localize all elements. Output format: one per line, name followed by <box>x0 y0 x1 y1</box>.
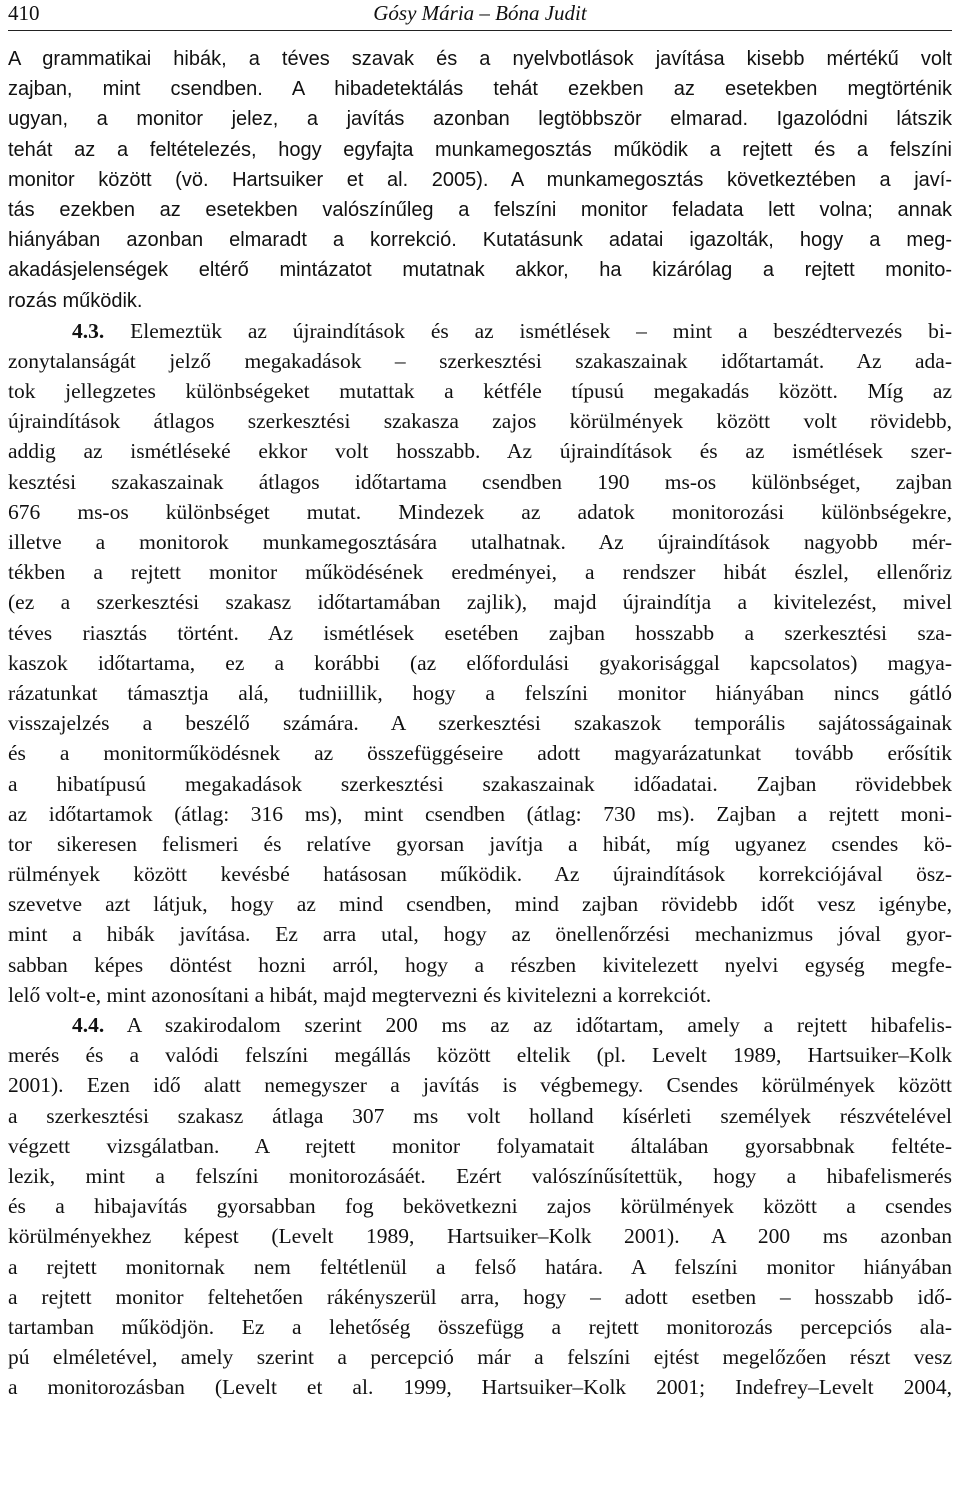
text-line-content: monitor között (vö. Hartsuiker et al. 2005). A munkamegosztás következtében a javí- <box>8 168 952 191</box>
text-line <box>8 1131 952 1161</box>
text-line <box>8 1161 952 1191</box>
text-line-content: tartamban működjön. Ez a lehetőség összefügg a rejtett monitorozás percepciós ala- <box>8 1314 952 1339</box>
text-line-content: és a monitorműködésnek az összefüggéseire adott magyarázatunkat tovább erősítik <box>8 741 952 766</box>
text-line <box>8 829 952 859</box>
text-line <box>8 346 952 376</box>
text-line-content: a rejtett monitornak nem feltétlenül a felső határa. A felszíni monitor hiányában <box>8 1254 952 1279</box>
text-line-content: illetve a monitorok munkamegosztására utalhatnak. Az újraindítások nagyobb mér- <box>8 530 952 554</box>
text-line <box>8 406 952 436</box>
body-text <box>8 44 952 1402</box>
text-line-content: a rejtett monitor feltehetően rákényszerül arra, hogy – adott esetben – hosszabb idő- <box>8 1284 952 1309</box>
text-line <box>8 1372 952 1402</box>
text-line-content: újraindítások átlagos szerkesztési szakasza zajos körülmények között volt rövidebb, <box>8 409 952 434</box>
text-line-content: lelő volt-e, mint azonosítani a hibát, majd megtervezni és kivitelezni a korrekciót. <box>8 982 712 1007</box>
text-line <box>8 467 952 497</box>
running-head: Gósy Mária – Bóna Judit <box>373 1 587 25</box>
text-line-content: A szakirodalom szerint 200 ms az az időtartam, amely a rejtett hibafelis- <box>104 1013 952 1037</box>
text-line <box>8 678 952 708</box>
text-line <box>8 74 952 104</box>
text-line <box>8 889 952 919</box>
text-line-content: téves riasztás történt. Az ismétlések esetében zajban hosszabb a szerkesztési sza- <box>8 620 952 645</box>
text-line-content: az időtartamok (átlag: 316 ms), mint csendben (átlag: 730 ms). Zajban a rejtett moni- <box>8 801 952 826</box>
text-line <box>8 165 952 195</box>
text-line <box>8 104 952 134</box>
text-line-content: ugyan, a monitor jelez, a javítás azonban legtöbbször elmarad. Igazolódni látszik <box>8 108 952 131</box>
text-line <box>8 1101 952 1131</box>
text-line <box>8 527 952 557</box>
text-line <box>8 1342 952 1372</box>
section-number: 4.4. <box>72 1013 105 1037</box>
text-line <box>8 376 952 406</box>
text-line <box>8 769 952 799</box>
text-line <box>8 1252 952 1282</box>
text-line <box>8 799 952 829</box>
text-line <box>8 1010 952 1040</box>
text-line-content: kaszok időtartama, ez a korábbi (az előfordulási gyakorisággal kapcsolatos) magya- <box>8 650 952 675</box>
text-line-content: rülmények között kevésbé hatásosan működik. Az újraindítások korrekciójával ösz- <box>8 862 952 887</box>
text-line-content: visszajelzés a beszélő számára. A szerkesztési szakaszok temporális sajátosságainak <box>8 711 952 736</box>
text-line-content: tehát az a feltételezés, hogy egyfajta munkamegosztás működik a rejtett és a felszíni <box>8 138 952 161</box>
text-line <box>8 980 952 1010</box>
text-line <box>8 587 952 617</box>
text-line-content: sabban képes döntést hozni arról, hogy a részben kivitelezett nyelvi egység megfe- <box>8 952 952 977</box>
text-line <box>8 950 952 980</box>
text-line-content: 676 ms-os különbséget mutat. Mindezek az adatok monitorozási különbségekre, <box>8 499 952 524</box>
text-line-content: zonytalanságát jelző megakadások – szerkesztési szakaszainak időtartamát. Az ada- <box>8 348 952 373</box>
text-line-content: tékben a rejtett monitor működésének eredményei, a rendszer hibát észlel, ellenőriz <box>8 560 952 585</box>
text-line-content: és a hibajavítás gyorsabban fog bekövetkezni zajos körülmények között a csendes <box>8 1194 952 1219</box>
text-line-content: merés és a valódi felszíni megállás között eltelik (pl. Levelt 1989, Hartsuiker–Kolk <box>8 1043 952 1068</box>
text-line <box>8 225 952 255</box>
text-line-content: pú elméletével, amely szerint a percepció már a felszíni ejtést megelőzően részt vesz <box>8 1345 952 1370</box>
text-line-content: (ez a szerkesztési szakasz időtartamában zajlik), majd újraindítja a kivitelezést, mivel <box>8 590 952 615</box>
text-line-content: zajban, mint csendben. A hibadetektálás tehát ezekben az esetekben megtörténik <box>8 78 952 101</box>
text-line-content: végzett vizsgálatban. A rejtett monitor folyamatait általában gyorsabbnak feltéte- <box>8 1133 952 1158</box>
text-line-content: körülményekhez képest (Levelt 1989, Hartsuiker–Kolk 2001). A 200 ms azonban <box>8 1224 952 1249</box>
text-line <box>8 919 952 949</box>
text-line-content: tok jellegzetes különbségeket mutattak a kétféle típusú megakadás között. Míg az <box>8 379 952 404</box>
text-line-content: lezik, mint a felszíni monitorozásáét. Ezért valószínűsítettük, hogy a hibafelismerés <box>8 1163 952 1188</box>
text-line-content: mint a hibák javítása. Ez arra utal, hogy az önellenőrzési mechanizmus jóval gyor- <box>8 922 952 947</box>
text-line <box>8 255 952 285</box>
section-number: 4.3. <box>72 318 105 343</box>
text-line <box>8 738 952 768</box>
text-line-content: szevetve azt látjuk, hogy az mind csendben, mind zajban rövidebb időt vesz igénybe, <box>8 892 952 917</box>
text-line <box>8 497 952 527</box>
text-line-content: tor sikeresen felismeri és relatíve gyorsan javítja a hibát, míg ugyanez csendes kö- <box>8 831 952 856</box>
text-line-content: a szerkesztési szakasz átlaga 307 ms volt holland kísérleti személyek részvételével <box>8 1103 952 1128</box>
text-line <box>8 1282 952 1312</box>
text-line <box>8 557 952 587</box>
text-line-content: tás ezekben az esetekben valószínűleg a felszíni monitor feladata lett volna; annak <box>8 198 952 221</box>
text-line-content: kesztési szakaszainak átlagos időtartama csendben 190 ms-os különbséget, zajban <box>8 469 952 494</box>
text-line <box>8 859 952 889</box>
page-number: 410 <box>8 1 40 25</box>
text-line <box>8 618 952 648</box>
text-line-content: addig az ismétléseké ekkor volt hosszabb. Az újraindítások és az ismétlések szer- <box>8 439 952 464</box>
text-line <box>8 1221 952 1251</box>
text-line-content: 2001). Ezen idő alatt nemegyszer a javítás is végbemegy. Csendes körülmények között <box>8 1073 952 1098</box>
text-line <box>8 1191 952 1221</box>
text-line <box>8 1312 952 1342</box>
text-line-content: rozás működik. <box>8 289 143 312</box>
text-line-content: a monitorozásban (Levelt et al. 1999, Hartsuiker–Kolk 2001; Indefrey–Levelt 2004, <box>8 1375 952 1400</box>
text-line <box>8 1040 952 1070</box>
text-line <box>8 316 952 346</box>
text-line <box>8 195 952 225</box>
text-line <box>8 436 952 466</box>
text-line-content: A grammatikai hibák, a téves szavak és a nyelvbotlások javítása kisebb mértékű volt <box>8 48 952 70</box>
text-line-content: hiányában azonban elmaradt a korrekció. Kutatásunk adatai igazolták, hogy a meg- <box>8 229 952 252</box>
text-line-content: rázatunkat támasztja alá, tudniillik, hogy a felszíni monitor hiányában nincs gátló <box>8 680 952 705</box>
text-line <box>8 44 952 74</box>
text-line <box>8 708 952 738</box>
text-line-content: Elemeztük az újraindítások és az ismétlések – mint a beszédtervezés bi- <box>104 318 952 343</box>
page-header <box>8 0 952 31</box>
text-line-content: a hibatípusú megakadások szerkesztési szakaszainak időadatai. Zajban rövidebbek <box>8 771 952 796</box>
text-line <box>8 648 952 678</box>
text-line <box>8 1070 952 1100</box>
text-line <box>8 135 952 165</box>
text-line-content: akadásjelenségek eltérő mintázatot mutatnak akkor, ha kizárólag a rejtett monito- <box>8 259 952 282</box>
text-line <box>8 286 952 316</box>
